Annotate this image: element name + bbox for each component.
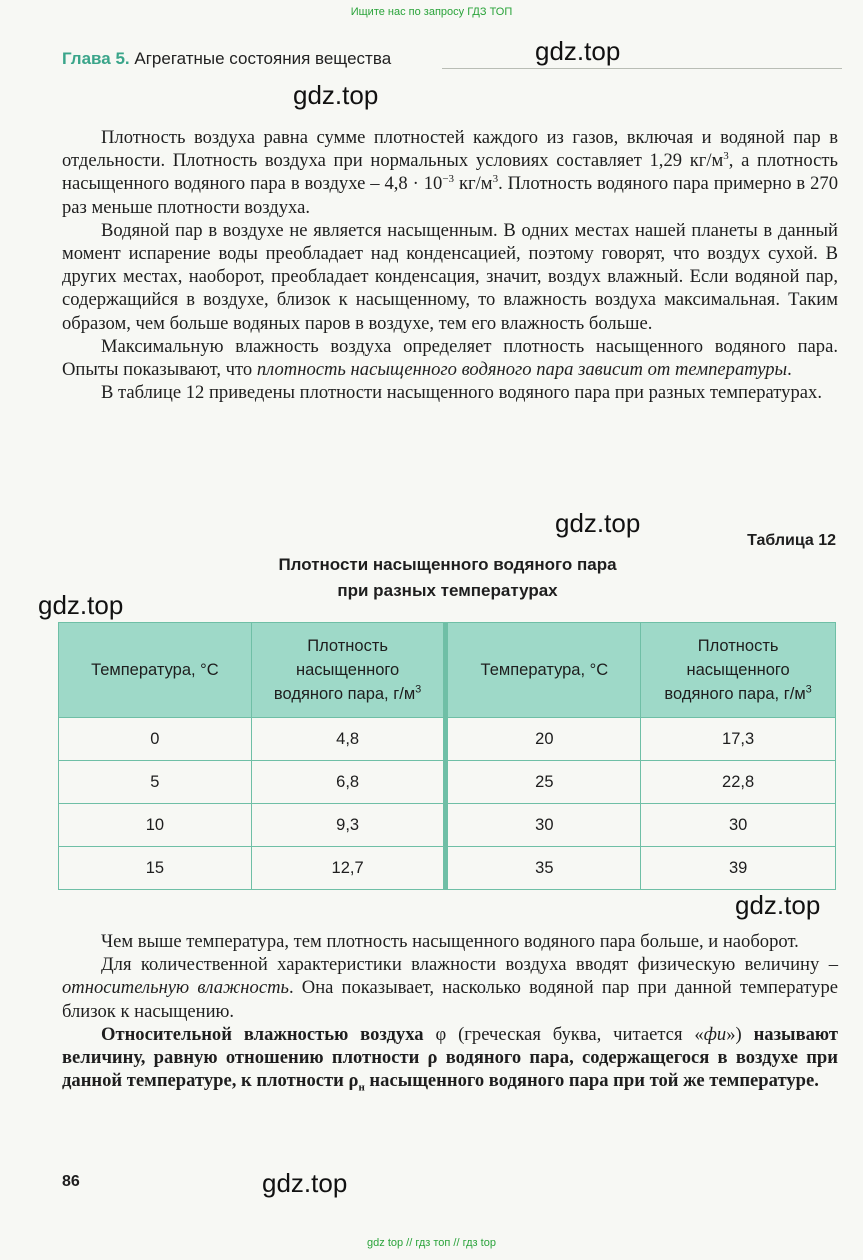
chapter-title: Агрегатные состояния вещества [134, 49, 392, 68]
table-cell: 20 [446, 718, 641, 761]
table-header-row [59, 623, 836, 718]
table-cell: 35 [446, 847, 641, 890]
body-text-top [62, 126, 838, 404]
paragraph: Чем выше температура, тем плотность насыщенного водяного пара больше, и наоборот. [101, 931, 799, 952]
table-label: Таблица 12 [747, 532, 836, 549]
density-table [58, 622, 836, 890]
header-density: Плотность насыщенного водяного пара, $г/м^3$ [641, 623, 836, 718]
paragraph: В таблице 12 приведены плотности насыщенного водяного пара при разных температурах. [101, 382, 822, 404]
page-number: 86 [62, 1173, 80, 1190]
body-text-bottom [62, 930, 838, 1092]
table-cell: 30 [446, 804, 641, 847]
table-cell: 4,8 [251, 718, 446, 761]
header-density: Плотность насыщенного водяного пара, $г/м^3$ [251, 623, 446, 718]
table-cell: 22,8 [641, 761, 836, 804]
table-cell: 10 [59, 804, 252, 847]
table-cell: 15 [59, 847, 252, 890]
watermark: gdz.top [38, 590, 124, 620]
table-cell: 17,3 [641, 718, 836, 761]
table-cell: 25 [446, 761, 641, 804]
watermark: gdz.top [293, 80, 379, 110]
table-cell: 5 [59, 761, 252, 804]
table-row [59, 761, 836, 804]
table-cell: 0 [59, 718, 252, 761]
table-cell: 12,7 [251, 847, 446, 890]
watermark: gdz.top [535, 36, 621, 66]
paragraph: Максимальную влажность воздуха определяет плотность насыщенного водяного пара. Опыты показывают, что плотность насыщенного водяного пара зависит от температуры. [62, 335, 838, 381]
table-cell: 6,8 [251, 761, 446, 804]
header-temperature: Температура, °С [59, 623, 252, 718]
table-cell: 30 [641, 804, 836, 847]
table-row [59, 718, 836, 761]
table-row [59, 804, 836, 847]
paragraph: Плотность воздуха равна сумме плотностей каждого из газов, включая и водяной пар в отдельности. Плотность воздуха при нормальных условиях составляет 1,29 $кг/м^3$, а плотность насыщенного водяного пара в воздухе – $4,8 \cdot 10^{-3}$ $кг/м^3$. Плотность водяного пара примерно в 270 раз меньше плотности воздуха. [62, 127, 838, 218]
table-title: Плотности насыщенного водяного пара при разных температурах [278, 555, 617, 600]
paragraph: Для количественной характеристики влажности воздуха вводят физическую величину – относительную влажность. Она показывает, насколько водяной пар при данной температуре близок к насыщению. [62, 954, 838, 1022]
table-cell: 39 [641, 847, 836, 890]
table-cell: 9,3 [251, 804, 446, 847]
paragraph: Водяной пар в воздухе не является насыщенным. В одних местах нашей планеты в данный момент испарение воды преобладает над конденсацией, поэтому говорят, что воздух сухой. В других местах, наоборот, преобладает конденсация, значит, воздух влажный. Если водяной пар, содержащийся в воздухе, близок к насыщенному, то влажность воздуха максимальная. Таким образом, чем больше водяных паров в воздухе, тем его влажность больше. [62, 219, 838, 334]
bottom-links[interactable]: gdz top // гдз топ // гдз top [367, 1237, 496, 1249]
definition-paragraph: Относительной влажностью воздуха φ (греческая буква, читается «фи») называют величину, равную отношению плотности ρ водяного пара, содержащегося в воздухе при данной температуре, к плотности $\rho_н$ насыщенного водяного пара при той же температуре. [62, 1023, 839, 1094]
table-row [59, 847, 836, 890]
chapter-header [62, 49, 391, 69]
header-temperature: Температура, °С [446, 623, 641, 718]
top-search-link[interactable]: Ищите нас по запросу ГДЗ ТОП [350, 6, 513, 18]
chapter-number: Глава 5. [62, 49, 130, 68]
header-rule [442, 68, 842, 69]
watermark: gdz.top [262, 1168, 348, 1198]
watermark: gdz.top [735, 890, 821, 920]
watermark: gdz.top [555, 508, 641, 538]
